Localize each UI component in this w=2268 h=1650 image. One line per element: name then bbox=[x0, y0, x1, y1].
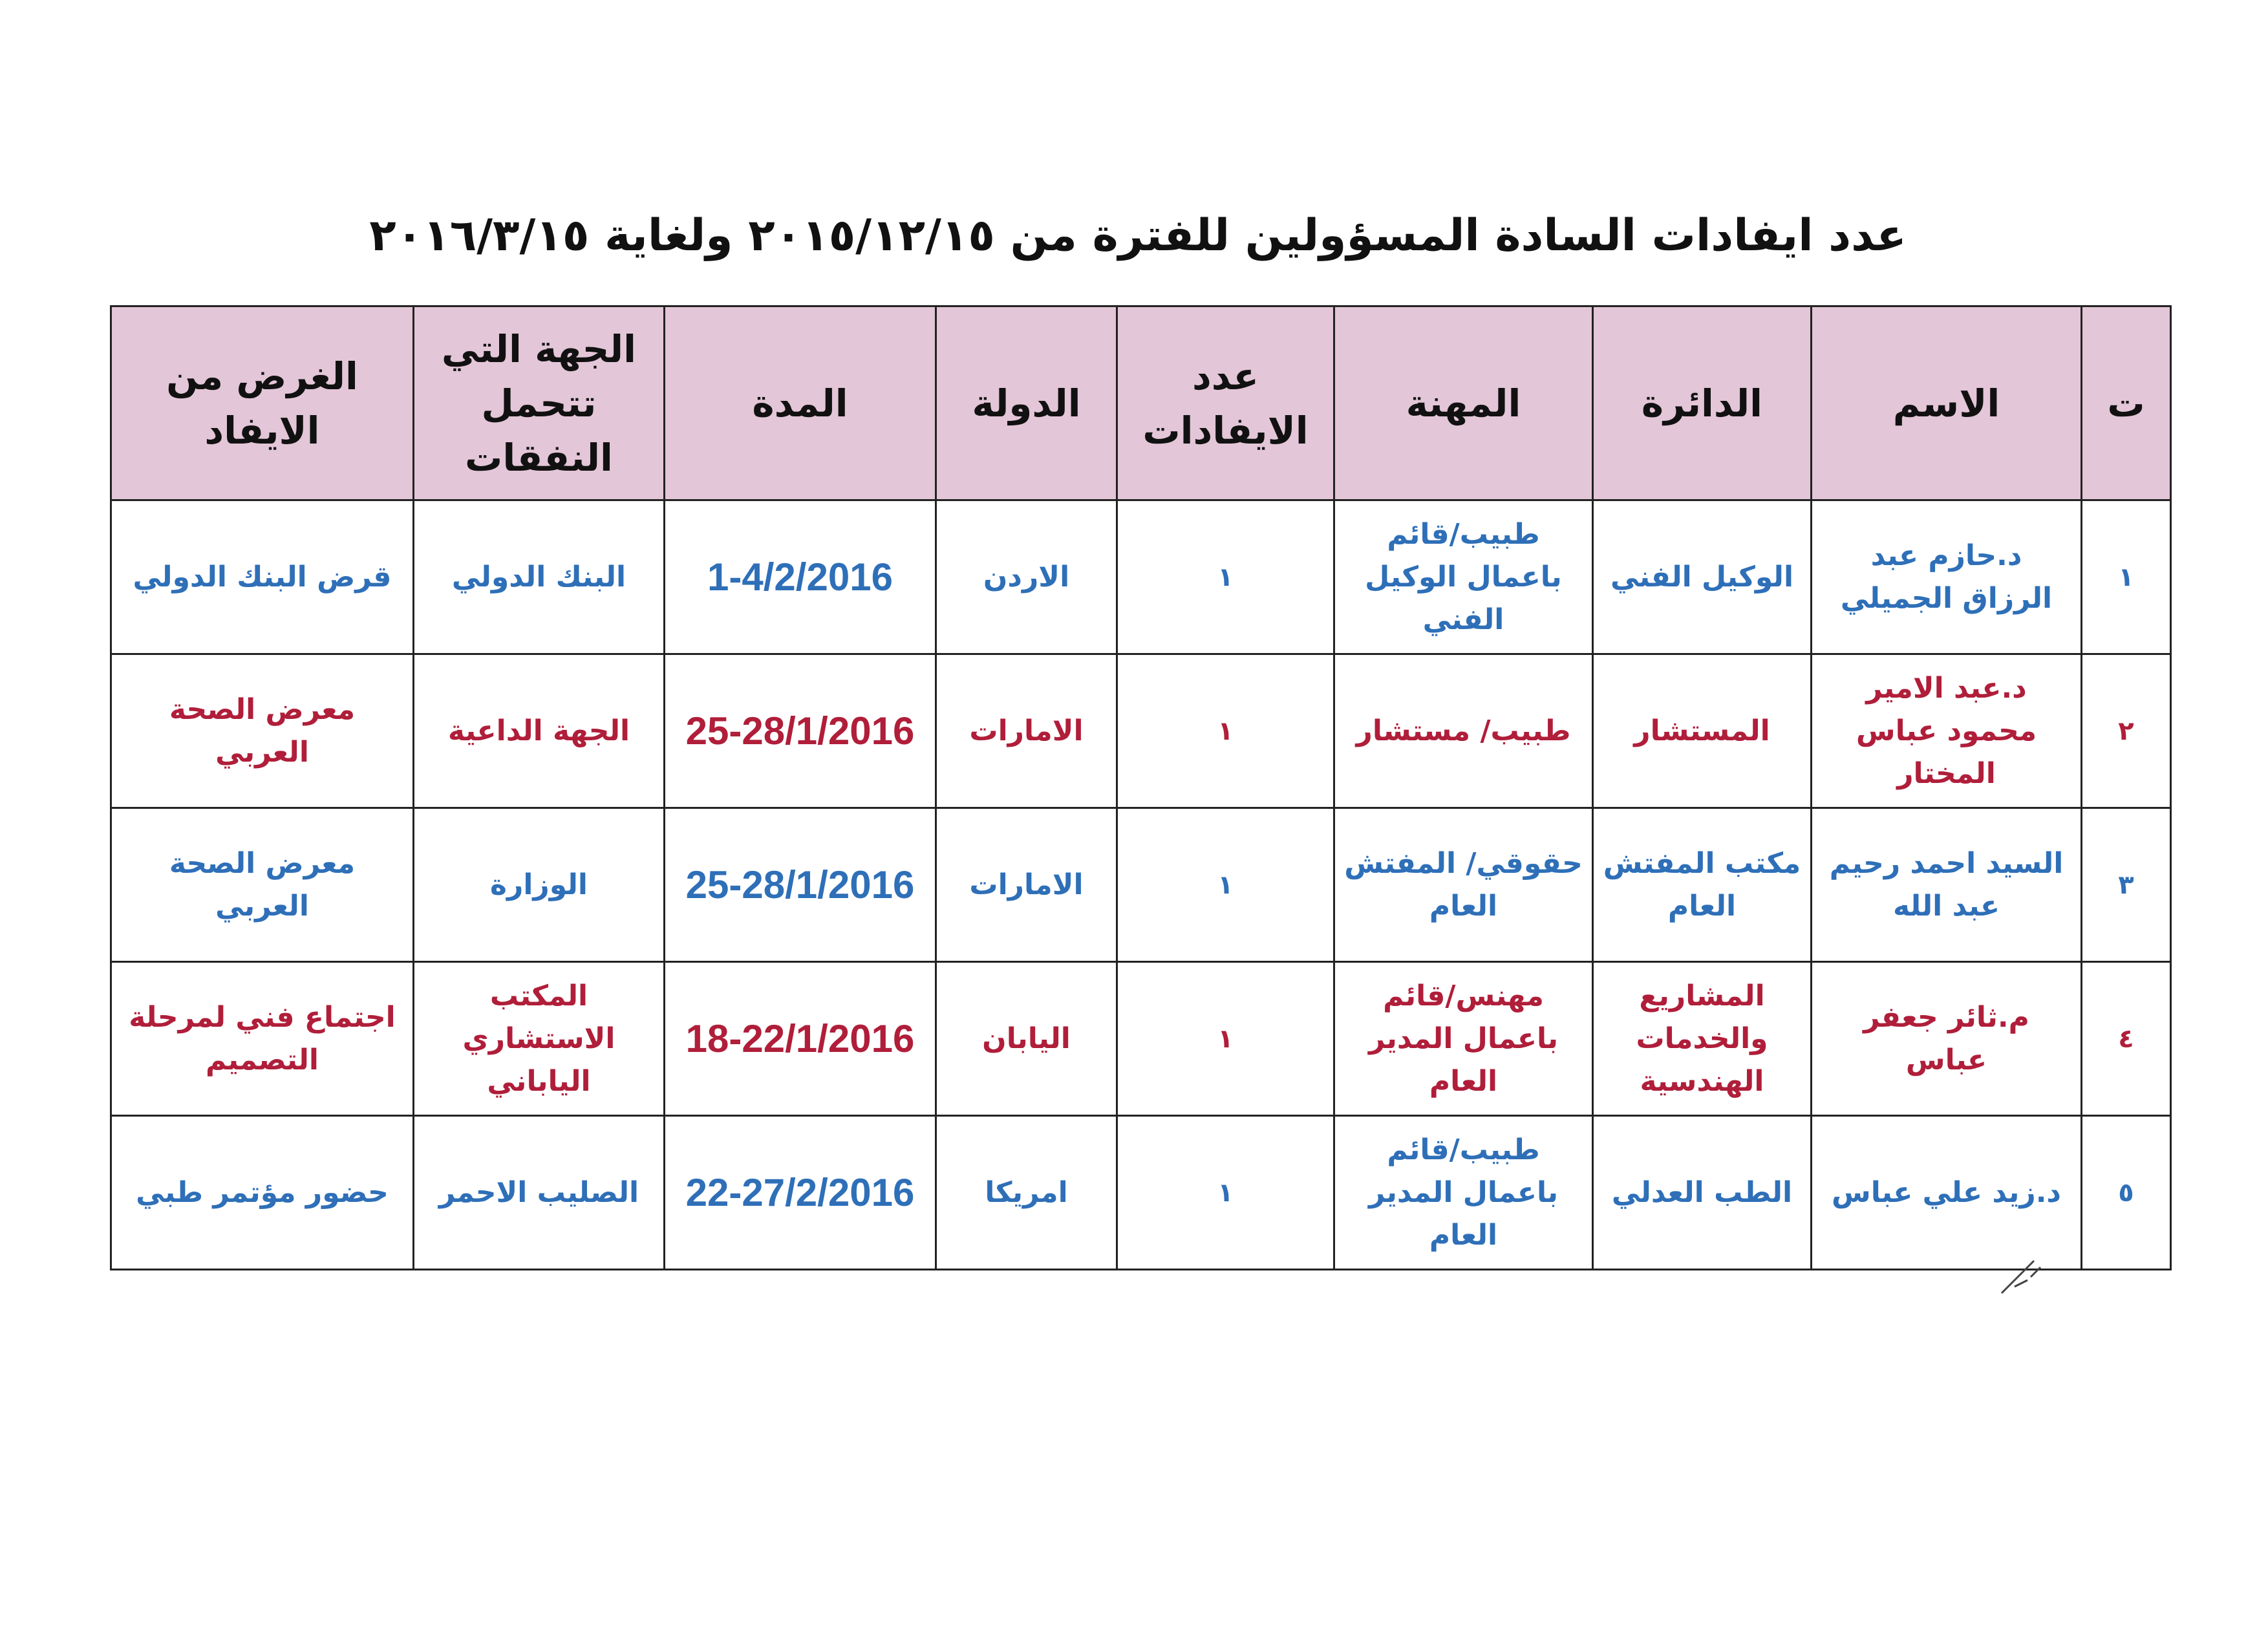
cell-index: ٢ bbox=[2082, 654, 2171, 808]
header-name: الاسم bbox=[1812, 306, 2082, 500]
cell-department: المستشار bbox=[1593, 654, 1812, 808]
cell-name: السيد احمد رحيم عبد الله bbox=[1812, 808, 2082, 962]
cell-purpose: قرض البنك الدولي bbox=[111, 500, 414, 654]
cell-period: 25-28/1/2016 bbox=[665, 654, 936, 808]
cell-country: الاردن bbox=[936, 500, 1117, 654]
cell-department: الطب العدلي bbox=[1593, 1116, 1812, 1270]
table-row bbox=[111, 500, 2171, 654]
cell-name: د.زيد علي عباس bbox=[1812, 1116, 2082, 1270]
cell-profession: طبيب/ مستشار bbox=[1334, 654, 1593, 808]
cell-index: ١ bbox=[2082, 500, 2171, 654]
cell-department: مكتب المفتش العام bbox=[1593, 808, 1812, 962]
cell-department: الوكيل الفني bbox=[1593, 500, 1812, 654]
cell-index: ٣ bbox=[2082, 808, 2171, 962]
cell-payer: البنك الدولي bbox=[414, 500, 665, 654]
cell-profession: طبيب/قائم باعمال الوكيل الفني bbox=[1334, 500, 1593, 654]
header-country: الدولة bbox=[936, 306, 1117, 500]
delegations-table bbox=[110, 305, 2172, 1270]
cell-country: الامارات bbox=[936, 654, 1117, 808]
cell-name: د.حازم عبد الرزاق الجميلي bbox=[1812, 500, 2082, 654]
cell-count: ١ bbox=[1117, 808, 1334, 962]
cell-period: 18-22/1/2016 bbox=[665, 962, 936, 1116]
table-row bbox=[111, 962, 2171, 1116]
header-purpose: الغرض من الايفاد bbox=[111, 306, 414, 500]
document-title: عدد ايفادات السادة المسؤولين للفترة من ٢٠١٥/١٢/١٥ ولغاية ٢٠١٦/٣/١٥ bbox=[369, 210, 1907, 261]
cell-count: ١ bbox=[1117, 654, 1334, 808]
header-index: ت bbox=[2082, 306, 2171, 500]
cell-country: الامارات bbox=[936, 808, 1117, 962]
header-department: الدائرة bbox=[1593, 306, 1812, 500]
cell-payer: المكتب الاستشاري الياباني bbox=[414, 962, 665, 1116]
header-count: عدد الايفادات bbox=[1117, 306, 1334, 500]
cell-purpose: اجتماع فني لمرحلة التصميم bbox=[111, 962, 414, 1116]
cell-profession: مهنس/قائم باعمال المدير العام bbox=[1334, 962, 1593, 1116]
cell-period: 25-28/1/2016 bbox=[665, 808, 936, 962]
cell-purpose: حضور مؤتمر طبي bbox=[111, 1116, 414, 1270]
cell-purpose: معرض الصحة العربي bbox=[111, 654, 414, 808]
cell-payer: الجهة الداعية bbox=[414, 654, 665, 808]
cell-department: المشاريع والخدمات الهندسية bbox=[1593, 962, 1812, 1116]
pen-mark-icon bbox=[1995, 1248, 2047, 1300]
table-row bbox=[111, 808, 2171, 962]
cell-country: امريكا bbox=[936, 1116, 1117, 1270]
cell-count: ١ bbox=[1117, 1116, 1334, 1270]
header-payer: الجهة التي تتحمل النفقات bbox=[414, 306, 665, 500]
cell-count: ١ bbox=[1117, 500, 1334, 654]
cell-count: ١ bbox=[1117, 962, 1334, 1116]
cell-country: اليابان bbox=[936, 962, 1117, 1116]
table-row bbox=[111, 1116, 2171, 1270]
cell-profession: طبيب/قائم باعمال المدير العام bbox=[1334, 1116, 1593, 1270]
cell-purpose: معرض الصحة العربي bbox=[111, 808, 414, 962]
header-period: المدة bbox=[665, 306, 936, 500]
cell-period: 1-4/2/2016 bbox=[665, 500, 936, 654]
cell-payer: الصليب الاحمر bbox=[414, 1116, 665, 1270]
cell-payer: الوزارة bbox=[414, 808, 665, 962]
cell-index: ٤ bbox=[2082, 962, 2171, 1116]
cell-index: ٥ bbox=[2082, 1116, 2171, 1270]
cell-name: د.عبد الامير محمود عباس المختار bbox=[1812, 654, 2082, 808]
table-row bbox=[111, 654, 2171, 808]
header-profession: المهنة bbox=[1334, 306, 1593, 500]
cell-period: 22-27/2/2016 bbox=[665, 1116, 936, 1270]
cell-name: م.ثائر جعفر عباس bbox=[1812, 962, 2082, 1116]
cell-profession: حقوقي/ المفتش العام bbox=[1334, 808, 1593, 962]
table-header-row bbox=[111, 306, 2171, 500]
